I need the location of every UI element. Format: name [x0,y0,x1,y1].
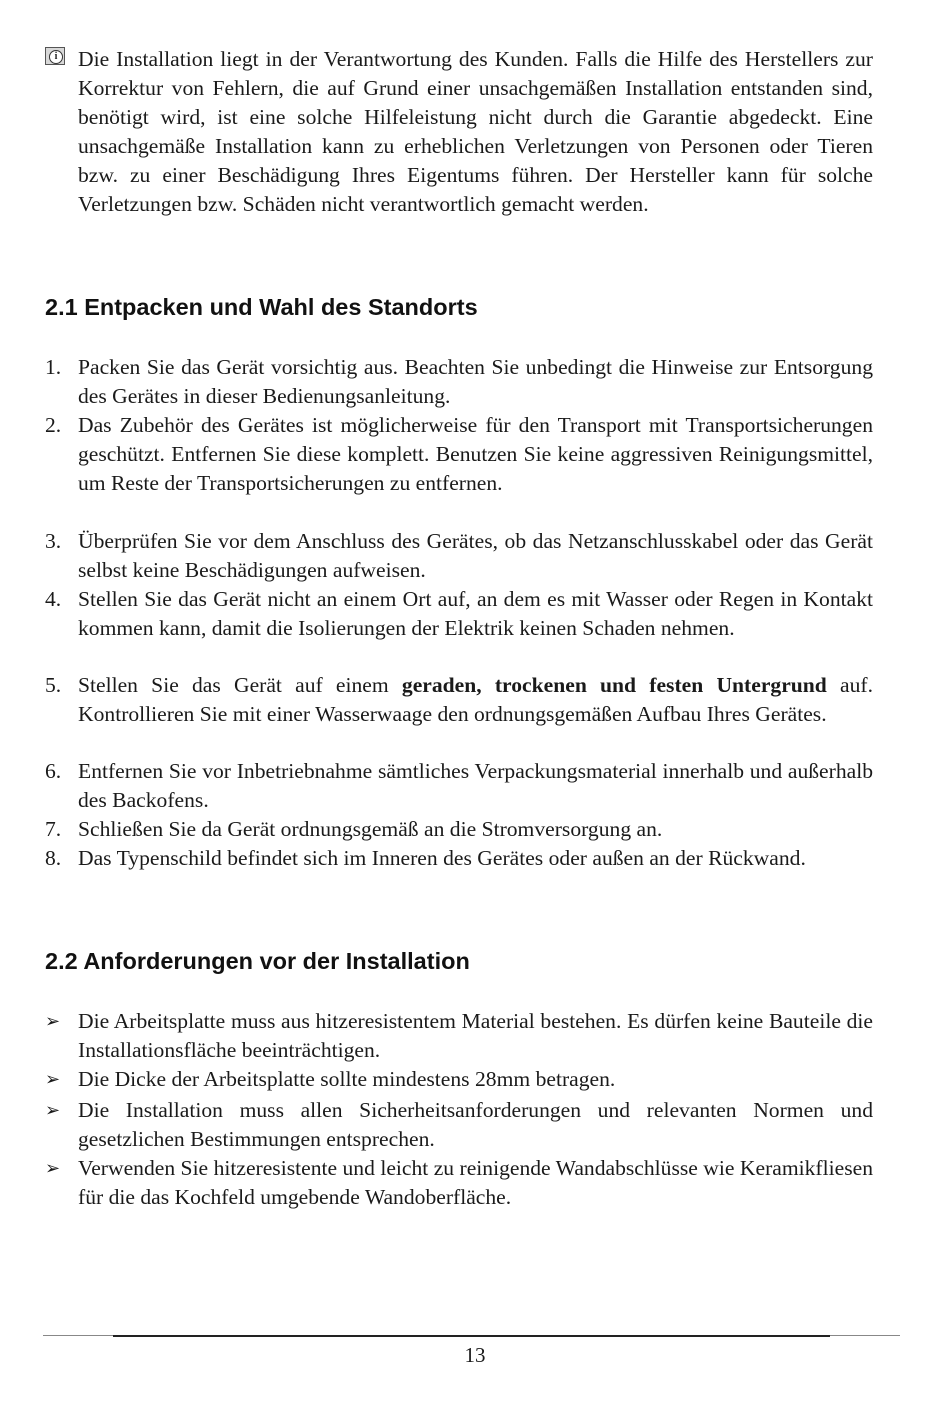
item-number: 7. [45,817,62,841]
item-text: Die Installation muss allen Sicherheitsanforderungen und relevanten Normen und gesetzlichen Bestimmungen entsprechen. [78,1098,873,1151]
item-text: Überprüfen Sie vor dem Anschluss des Gerätes, ob das Netzanschlusskabel oder das Gerät selbst keine Beschädigungen aufweisen. [78,529,873,582]
item-text-bold: geraden, trockenen und festen Untergrund [401,673,827,697]
item-number: 5. [45,673,62,697]
arrowhead-bullet-icon: ➢ [45,1100,61,1121]
item-text: Entfernen Sie vor Inbetriebnahme sämtliches Verpackungsmaterial innerhalb und außerhalb des Backofens. [78,759,873,812]
item-text: Die Arbeitsplatte muss aus hitzeresistentem Material bestehen. Es dürfen keine Bauteile die Installationsfläche beeinträchtigen. [78,1009,873,1062]
installation-notice: Die Installation liegt in der Verantwortung des Kunden. Falls die Hilfe des Herstellers zur Korrektur von Fehlern, die auf Grund einer unsachgemäßen Installation entstanden sind, benötigt wird, ist eine solche Hilfeleistung nicht durch die Garantie abgedeckt. Eine unsachgemäße Installation kann zu erheblichen Verletzungen von Personen oder Tieren bzw. zu einer Beschädigung Ihres Eigentums führen. Der Hersteller kann für solche Verletzungen bzw. Schäden nicht verantwortlich gemacht werden. [78,47,873,216]
item-number: 4. [45,587,62,611]
item-text [78,671,873,729]
item-text-after: auf. Kontrollieren Sie mit einer Wasserwaage den ordnungsgemäßen Aufbau Ihres Gerätes. [78,673,874,726]
item-text: Schließen Sie da Gerät ordnungsgemäß an die Stromversorgung an. [78,817,663,841]
item-text-before: Stellen Sie das Gerät auf einem [78,673,402,697]
item-text: Die Dicke der Arbeitsplatte sollte mindestens 28mm betragen. [78,1067,616,1091]
item-text: Das Zubehör des Gerätes ist möglicherweise für den Transport mit Transportsicherungen geschützt. Entfernen Sie diese komplett. Benutzen Sie keine aggressiven Reinigungsmittel, um Reste der Transportsicherungen zu entfernen. [78,413,873,495]
info-icon: i [45,47,65,65]
arrowhead-bullet-icon: ➢ [45,1011,61,1032]
item-number: 8. [45,846,62,870]
item-number: 3. [45,529,62,553]
footer-divider-accent [113,1335,830,1337]
item-number: 1. [45,355,62,379]
item-number: 2. [45,413,62,437]
arrowhead-bullet-icon: ➢ [45,1158,61,1179]
section-title-unpacking: 2.1 Entpacken und Wahl des Standorts [45,294,478,320]
item-text: Verwenden Sie hitzeresistente und leicht zu reinigende Wandabschlüsse wie Keramikfliesen für die das Kochfeld umgebende Wandoberfläche. [78,1156,873,1209]
arrowhead-bullet-icon: ➢ [45,1069,61,1090]
section-title-requirements: 2.2 Anforderungen vor der Installation [45,948,470,974]
item-text: Packen Sie das Gerät vorsichtig aus. Beachten Sie unbedingt die Hinweise zur Entsorgung des Gerätes in dieser Bedienungsanleitung. [78,355,873,408]
item-text: Das Typenschild befindet sich im Inneren des Gerätes oder außen an der Rückwand. [78,846,806,870]
item-number: 6. [45,759,62,783]
page-number: 13 [464,1343,486,1367]
item-text: Stellen Sie das Gerät nicht an einem Ort auf, an dem es mit Wasser oder Regen in Kontakt kommen kann, damit die Isolierungen der Elektrik keinen Schaden nehmen. [78,587,873,640]
